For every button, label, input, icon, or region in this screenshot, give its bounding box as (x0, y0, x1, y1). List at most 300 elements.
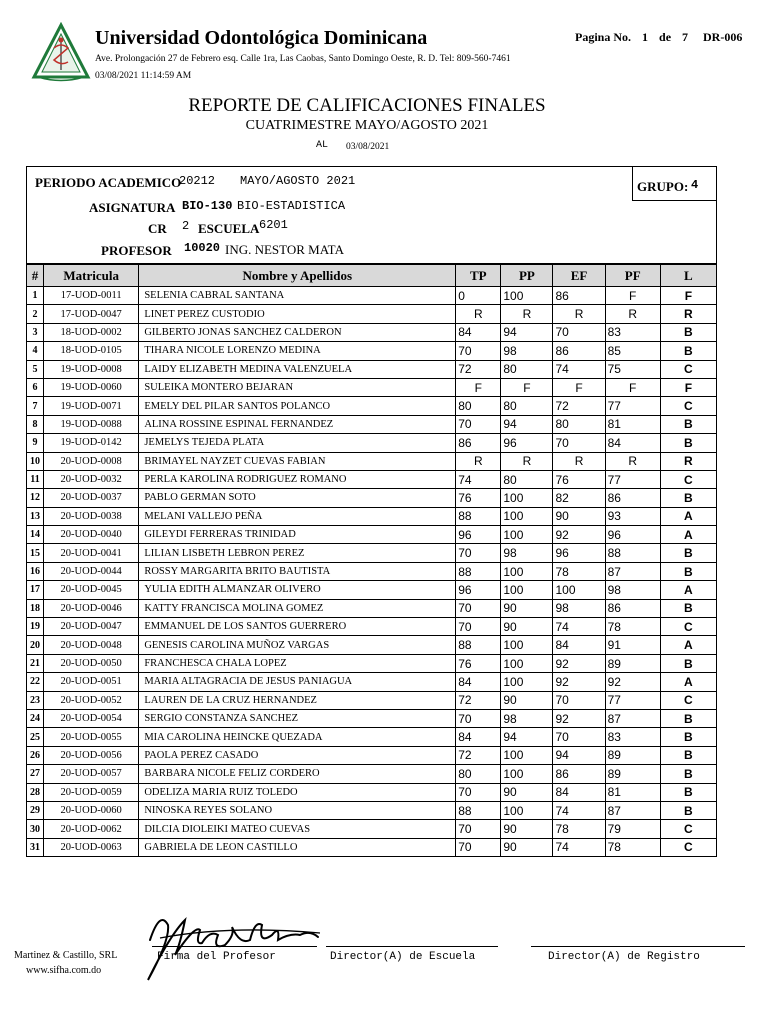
row-number-cell: 4 (27, 342, 44, 360)
grade-letter-cell: A (660, 507, 716, 525)
periodo-code: 20212 (179, 174, 216, 188)
student-name-cell: EMELY DEL PILAR SANTOS POLANCO (139, 397, 456, 415)
firma-profesor-label: Firma del Profesor (157, 951, 276, 963)
row-number-cell: 23 (27, 691, 44, 709)
profesor-code: 10020 (184, 241, 221, 255)
table-row (27, 654, 717, 672)
grade-tp-cell: 72 (456, 691, 501, 709)
asignatura-name: BIO-ESTADISTICA (237, 199, 346, 213)
page-label: Pagina No. (575, 30, 632, 44)
student-name-cell: GILBERTO JONAS SANCHEZ CALDERON (139, 323, 456, 341)
grade-letter-cell: A (660, 581, 716, 599)
asignatura-code: BIO-130 (182, 199, 233, 213)
grade-pp-cell: 100 (501, 562, 553, 580)
grade-pp-cell: 90 (501, 838, 553, 856)
grade-tp-cell: 70 (456, 599, 501, 617)
firma-profesor-line (152, 946, 317, 947)
student-name-cell: ALINA ROSSINE ESPINAL FERNANDEZ (139, 415, 456, 433)
grade-tp-cell: 80 (456, 765, 501, 783)
grade-ef-cell: 74 (553, 618, 605, 636)
director-registro-line (531, 946, 745, 947)
student-name-cell: LILIAN LISBETH LEBRON PEREZ (139, 544, 456, 562)
grade-tp-cell: 70 (456, 342, 501, 360)
grade-pp-cell: 100 (501, 654, 553, 672)
student-name-cell: MIA CAROLINA HEINCKE QUEZADA (139, 728, 456, 746)
grade-pf-cell: 78 (605, 838, 660, 856)
student-name-cell: PERLA KAROLINA RODRIGUEZ ROMANO (139, 470, 456, 488)
matricula-cell: 20-UOD-0052 (44, 691, 139, 709)
page-number: 1 (642, 30, 649, 44)
table-row (27, 581, 717, 599)
grade-tp-cell: 72 (456, 746, 501, 764)
grade-ef-cell: 70 (553, 691, 605, 709)
student-name-cell: ODELIZA MARIA RUIZ TOLEDO (139, 783, 456, 801)
table-row (27, 691, 717, 709)
grade-pp-cell: 90 (501, 691, 553, 709)
grade-pf-cell: 77 (605, 691, 660, 709)
grade-tp-cell: 76 (456, 489, 501, 507)
row-number-cell: 25 (27, 728, 44, 746)
row-number-cell: 18 (27, 599, 44, 617)
table-row (27, 434, 717, 452)
footer-company: Martinez & Castillo, SRL (14, 950, 118, 961)
table-row (27, 618, 717, 636)
row-number-cell: 20 (27, 636, 44, 654)
grade-ef-cell: 92 (553, 673, 605, 691)
grade-ef-cell: 74 (553, 360, 605, 378)
matricula-cell: 20-UOD-0008 (44, 452, 139, 470)
grade-pf-cell: F (605, 287, 660, 305)
page-of-label: de (659, 30, 672, 44)
grade-pf-cell: 85 (605, 342, 660, 360)
director-escuela-line (326, 946, 498, 947)
grade-letter-cell: R (660, 452, 716, 470)
grade-letter-cell: B (660, 783, 716, 801)
grade-letter-cell: C (660, 820, 716, 838)
grade-letter-cell: F (660, 287, 716, 305)
grade-tp-cell: 70 (456, 544, 501, 562)
student-name-cell: BRIMAYEL NAYZET CUEVAS FABIAN (139, 452, 456, 470)
grade-pp-cell: 94 (501, 415, 553, 433)
grade-pp-cell: 94 (501, 323, 553, 341)
student-name-cell: YULIA EDITH ALMANZAR OLIVERO (139, 581, 456, 599)
table-row (27, 470, 717, 488)
grade-letter-cell: B (660, 415, 716, 433)
student-name-cell: NINOSKA REYES SOLANO (139, 801, 456, 819)
grade-pp-cell: 90 (501, 599, 553, 617)
table-row (27, 562, 717, 580)
grade-pf-cell: 83 (605, 728, 660, 746)
grade-letter-cell: B (660, 709, 716, 727)
matricula-cell: 19-UOD-0060 (44, 378, 139, 396)
grade-ef-cell: 70 (553, 434, 605, 452)
matricula-cell: 20-UOD-0044 (44, 562, 139, 580)
grade-pf-cell: 89 (605, 654, 660, 672)
grade-ef-cell: 70 (553, 323, 605, 341)
matricula-cell: 20-UOD-0056 (44, 746, 139, 764)
row-number-cell: 14 (27, 526, 44, 544)
row-number-cell: 6 (27, 378, 44, 396)
grade-ef-cell: 74 (553, 838, 605, 856)
grade-letter-cell: C (660, 360, 716, 378)
row-number-cell: 12 (27, 489, 44, 507)
grade-ef-cell: 94 (553, 746, 605, 764)
grade-pf-cell: 84 (605, 434, 660, 452)
grade-pp-cell: 98 (501, 709, 553, 727)
student-name-cell: SELENIA CABRAL SANTANA (139, 287, 456, 305)
student-name-cell: SULEIKA MONTERO BEJARAN (139, 378, 456, 396)
grade-tp-cell: 70 (456, 838, 501, 856)
student-name-cell: DILCIA DIOLEIKI MATEO CUEVAS (139, 820, 456, 838)
grade-pp-cell: 90 (501, 783, 553, 801)
grade-letter-cell: B (660, 801, 716, 819)
student-name-cell: GILEYDI FERRERAS TRINIDAD (139, 526, 456, 544)
table-row (27, 728, 717, 746)
grade-letter-cell: B (660, 599, 716, 617)
grade-letter-cell: B (660, 489, 716, 507)
row-number-cell: 29 (27, 801, 44, 819)
matricula-cell: 18-UOD-0105 (44, 342, 139, 360)
asignatura-label: ASIGNATURA (89, 200, 176, 215)
matricula-cell: 17-UOD-0011 (44, 287, 139, 305)
matricula-cell: 20-UOD-0057 (44, 765, 139, 783)
grade-pf-cell: F (605, 378, 660, 396)
grade-tp-cell: 96 (456, 526, 501, 544)
table-row (27, 783, 717, 801)
row-number-cell: 30 (27, 820, 44, 838)
grade-pf-cell: 93 (605, 507, 660, 525)
grade-letter-cell: B (660, 342, 716, 360)
grade-pf-cell: 77 (605, 397, 660, 415)
grade-tp-cell: 96 (456, 581, 501, 599)
student-name-cell: BARBARA NICOLE FELIZ CORDERO (139, 765, 456, 783)
grade-tp-cell: 84 (456, 323, 501, 341)
grade-ef-cell: 80 (553, 415, 605, 433)
table-row (27, 305, 717, 323)
matricula-cell: 20-UOD-0038 (44, 507, 139, 525)
grade-letter-cell: C (660, 838, 716, 856)
matricula-cell: 20-UOD-0048 (44, 636, 139, 654)
table-row (27, 746, 717, 764)
grade-pf-cell: 88 (605, 544, 660, 562)
table-row (27, 360, 717, 378)
grade-letter-cell: B (660, 728, 716, 746)
table-row (27, 415, 717, 433)
report-datetime: 03/08/2021 11:14:59 AM (95, 71, 192, 81)
student-name-cell: EMMANUEL DE LOS SANTOS GUERRERO (139, 618, 456, 636)
grade-tp-cell: 88 (456, 562, 501, 580)
professor-signature (140, 905, 330, 985)
cr-value: 2 (182, 219, 190, 233)
grade-ef-cell: R (553, 452, 605, 470)
grade-letter-cell: B (660, 323, 716, 341)
grade-pf-cell: R (605, 305, 660, 323)
grade-letter-cell: B (660, 654, 716, 672)
report-al-label: AL (316, 140, 329, 151)
grade-pf-cell: 78 (605, 618, 660, 636)
header-ef: EF (553, 265, 605, 287)
row-number-cell: 27 (27, 765, 44, 783)
student-name-cell: MARIA ALTAGRACIA DE JESUS PANIAGUA (139, 673, 456, 691)
grade-ef-cell: 82 (553, 489, 605, 507)
matricula-cell: 19-UOD-0071 (44, 397, 139, 415)
grade-pf-cell: 86 (605, 599, 660, 617)
grade-ef-cell: 96 (553, 544, 605, 562)
row-number-cell: 7 (27, 397, 44, 415)
grade-ef-cell: 84 (553, 783, 605, 801)
grade-tp-cell: 84 (456, 673, 501, 691)
header-pp: PP (501, 265, 553, 287)
grade-letter-cell: B (660, 765, 716, 783)
grade-tp-cell: 70 (456, 820, 501, 838)
matricula-cell: 20-UOD-0040 (44, 526, 139, 544)
grade-pp-cell: 98 (501, 544, 553, 562)
row-number-cell: 28 (27, 783, 44, 801)
row-number-cell: 21 (27, 654, 44, 672)
row-number-cell: 1 (27, 287, 44, 305)
grade-pf-cell: 75 (605, 360, 660, 378)
grade-tp-cell: 80 (456, 397, 501, 415)
table-row (27, 323, 717, 341)
row-number-cell: 13 (27, 507, 44, 525)
grade-pf-cell: 86 (605, 489, 660, 507)
grade-ef-cell: 86 (553, 765, 605, 783)
grupo-value: 4 (691, 178, 699, 192)
grade-pf-cell: 89 (605, 765, 660, 783)
director-escuela-label: Director(A) de Escuela (330, 951, 476, 963)
student-name-cell: KATTY FRANCISCA MOLINA GOMEZ (139, 599, 456, 617)
grade-ef-cell: 76 (553, 470, 605, 488)
student-name-cell: LAUREN DE LA CRUZ HERNANDEZ (139, 691, 456, 709)
row-number-cell: 26 (27, 746, 44, 764)
grade-ef-cell: 72 (553, 397, 605, 415)
grade-pp-cell: 80 (501, 397, 553, 415)
grade-tp-cell: 70 (456, 783, 501, 801)
student-name-cell: TIHARA NICOLE LORENZO MEDINA (139, 342, 456, 360)
row-number-cell: 5 (27, 360, 44, 378)
row-number-cell: 16 (27, 562, 44, 580)
matricula-cell: 19-UOD-0142 (44, 434, 139, 452)
row-number-cell: 24 (27, 709, 44, 727)
grade-pp-cell: 98 (501, 342, 553, 360)
student-name-cell: SERGIO CONSTANZA SANCHEZ (139, 709, 456, 727)
grade-pf-cell: 87 (605, 709, 660, 727)
grade-pp-cell: F (501, 378, 553, 396)
table-row (27, 507, 717, 525)
grade-tp-cell: R (456, 305, 501, 323)
grade-letter-cell: B (660, 562, 716, 580)
row-number-cell: 31 (27, 838, 44, 856)
student-name-cell: ROSSY MARGARITA BRITO BAUTISTA (139, 562, 456, 580)
table-row (27, 599, 717, 617)
grade-pp-cell: R (501, 305, 553, 323)
matricula-cell: 20-UOD-0062 (44, 820, 139, 838)
table-row (27, 838, 717, 856)
table-row (27, 526, 717, 544)
grade-pf-cell: 87 (605, 801, 660, 819)
grade-pf-cell: 92 (605, 673, 660, 691)
report-title: REPORTE DE CALIFICACIONES FINALES (188, 95, 546, 116)
grade-letter-cell: A (660, 636, 716, 654)
matricula-cell: 19-UOD-0008 (44, 360, 139, 378)
grade-ef-cell: 78 (553, 820, 605, 838)
matricula-cell: 20-UOD-0055 (44, 728, 139, 746)
grade-pf-cell: 89 (605, 746, 660, 764)
page-total: 7 (682, 30, 689, 44)
grade-ef-cell: 78 (553, 562, 605, 580)
grade-pf-cell: 91 (605, 636, 660, 654)
table-row (27, 801, 717, 819)
student-name-cell: LAIDY ELIZABETH MEDINA VALENZUELA (139, 360, 456, 378)
table-row (27, 489, 717, 507)
grade-pf-cell: 79 (605, 820, 660, 838)
row-number-cell: 11 (27, 470, 44, 488)
matricula-cell: 20-UOD-0045 (44, 581, 139, 599)
grade-tp-cell: 72 (456, 360, 501, 378)
grade-ef-cell: 86 (553, 287, 605, 305)
grade-tp-cell: 88 (456, 636, 501, 654)
grade-pf-cell: 98 (605, 581, 660, 599)
university-address: Ave. Prolongación 27 de Febrero esq. Calle 1ra, Las Caobas, Santo Domingo Oeste, R. D. Tel: 809-560-7461 (95, 54, 511, 64)
row-number-cell: 22 (27, 673, 44, 691)
header-number: # (27, 265, 44, 287)
header-l: L (660, 265, 716, 287)
university-name: Universidad Odontológica Dominicana (95, 27, 428, 49)
matricula-cell: 19-UOD-0088 (44, 415, 139, 433)
grade-pf-cell: 96 (605, 526, 660, 544)
matricula-cell: 20-UOD-0059 (44, 783, 139, 801)
table-row (27, 709, 717, 727)
matricula-cell: 20-UOD-0041 (44, 544, 139, 562)
grade-pp-cell: 90 (501, 820, 553, 838)
escuela-label: ESCUELA (198, 221, 260, 236)
grade-pp-cell: 100 (501, 673, 553, 691)
student-name-cell: GABRIELA DE LEON CASTILLO (139, 838, 456, 856)
page-info (575, 30, 742, 45)
matricula-cell: 20-UOD-0037 (44, 489, 139, 507)
grade-pp-cell: 100 (501, 526, 553, 544)
row-number-cell: 8 (27, 415, 44, 433)
document-code: DR-006 (703, 30, 743, 44)
row-number-cell: 3 (27, 323, 44, 341)
grade-pp-cell: 100 (501, 801, 553, 819)
table-row (27, 287, 717, 305)
matricula-cell: 20-UOD-0054 (44, 709, 139, 727)
row-number-cell: 9 (27, 434, 44, 452)
matricula-cell: 20-UOD-0047 (44, 618, 139, 636)
periodo-label: PERIODO ACADEMICO (35, 175, 182, 190)
matricula-cell: 20-UOD-0063 (44, 838, 139, 856)
grade-tp-cell: 76 (456, 654, 501, 672)
header-matricula: Matricula (44, 265, 139, 287)
grade-pf-cell: 81 (605, 783, 660, 801)
grade-pp-cell: 100 (501, 581, 553, 599)
matricula-cell: 17-UOD-0047 (44, 305, 139, 323)
table-row (27, 544, 717, 562)
profesor-name: ING. NESTOR MATA (225, 242, 344, 257)
grade-letter-cell: C (660, 470, 716, 488)
student-name-cell: JEMELYS TEJEDA PLATA (139, 434, 456, 452)
grade-letter-cell: R (660, 305, 716, 323)
grades-body (27, 287, 717, 857)
grade-pp-cell: 94 (501, 728, 553, 746)
grade-pp-cell: 80 (501, 360, 553, 378)
grade-pf-cell: 77 (605, 470, 660, 488)
matricula-cell: 18-UOD-0002 (44, 323, 139, 341)
grade-ef-cell: 92 (553, 709, 605, 727)
grade-ef-cell: 90 (553, 507, 605, 525)
grades-table (26, 264, 717, 857)
matricula-cell: 20-UOD-0046 (44, 599, 139, 617)
grade-letter-cell: B (660, 746, 716, 764)
grade-tp-cell: 70 (456, 415, 501, 433)
row-number-cell: 2 (27, 305, 44, 323)
grade-pp-cell: 90 (501, 618, 553, 636)
grade-pp-cell: 100 (501, 636, 553, 654)
matricula-cell: 20-UOD-0051 (44, 673, 139, 691)
grade-ef-cell: R (553, 305, 605, 323)
grade-tp-cell: 74 (456, 470, 501, 488)
footer-website: www.sifha.com.do (26, 965, 102, 976)
grade-tp-cell: 0 (456, 287, 501, 305)
grade-letter-cell: C (660, 618, 716, 636)
table-row (27, 673, 717, 691)
cr-label: CR (148, 221, 167, 236)
report-subtitle: CUATRIMESTRE MAYO/AGOSTO 2021 (245, 118, 489, 133)
grade-pp-cell: 100 (501, 765, 553, 783)
grade-ef-cell: 74 (553, 801, 605, 819)
periodo-name: MAYO/AGOSTO 2021 (240, 174, 356, 188)
grade-tp-cell: 86 (456, 434, 501, 452)
university-logo (30, 22, 92, 84)
table-row (27, 820, 717, 838)
header-tp: TP (456, 265, 501, 287)
grade-ef-cell: 84 (553, 636, 605, 654)
header-nombre: Nombre y Apellidos (139, 265, 456, 287)
grade-tp-cell: F (456, 378, 501, 396)
grade-pf-cell: 87 (605, 562, 660, 580)
table-row (27, 397, 717, 415)
grade-letter-cell: C (660, 397, 716, 415)
profesor-label: PROFESOR (101, 243, 172, 258)
row-number-cell: 10 (27, 452, 44, 470)
grade-pp-cell: 80 (501, 470, 553, 488)
grade-ef-cell: F (553, 378, 605, 396)
grade-ef-cell: 98 (553, 599, 605, 617)
row-number-cell: 15 (27, 544, 44, 562)
grade-letter-cell: A (660, 673, 716, 691)
report-al-date: 03/08/2021 (346, 142, 390, 152)
grupo-label: GRUPO: (637, 179, 689, 194)
table-header-row (27, 265, 717, 287)
student-name-cell: PAOLA PEREZ CASADO (139, 746, 456, 764)
grade-pp-cell: 100 (501, 287, 553, 305)
grade-tp-cell: 88 (456, 801, 501, 819)
grade-pp-cell: 100 (501, 507, 553, 525)
grade-tp-cell: 70 (456, 709, 501, 727)
matricula-cell: 20-UOD-0060 (44, 801, 139, 819)
grade-letter-cell: B (660, 544, 716, 562)
table-row (27, 378, 717, 396)
student-name-cell: FRANCHESCA CHALA LOPEZ (139, 654, 456, 672)
grade-pf-cell: 81 (605, 415, 660, 433)
table-row (27, 765, 717, 783)
student-name-cell: MELANI VALLEJO PEÑA (139, 507, 456, 525)
grade-letter-cell: A (660, 526, 716, 544)
grade-ef-cell: 70 (553, 728, 605, 746)
grade-ef-cell: 92 (553, 526, 605, 544)
grade-pp-cell: 96 (501, 434, 553, 452)
